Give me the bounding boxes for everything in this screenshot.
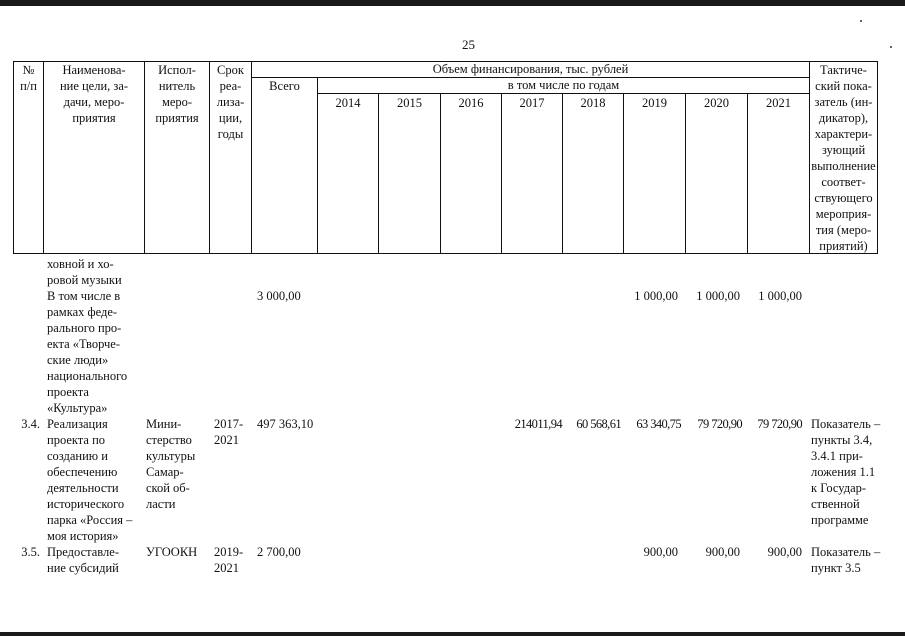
- row-value-2019: 900,00: [643, 545, 678, 559]
- header-num: № п/п: [20, 63, 37, 93]
- header-year-2020: 2020: [704, 96, 729, 110]
- row-name: ховной и хо- ровой музыки В том числе в рамках феде- рального про- екта «Творче- ские люди» национального проекта «Культура»: [47, 257, 128, 415]
- header-year-2017: 2017: [519, 96, 545, 110]
- row-period: 2019- 2021: [214, 545, 244, 575]
- row-value-2020: 79 720,90: [697, 417, 742, 431]
- row-value-2021: 1 000,00: [758, 289, 802, 303]
- row-name: Предоставле- ние субсидий: [47, 545, 119, 575]
- row-value-2021: 79 720,90: [757, 417, 802, 431]
- row-value-2019: 63 340,75: [636, 417, 681, 431]
- row-period: 2017- 2021: [214, 417, 244, 447]
- row-total: 2 700,00: [257, 545, 301, 559]
- row-total: 3 000,00: [257, 289, 301, 303]
- table-header: [13, 61, 878, 254]
- header-period: Срок реа- лиза- ции, годы: [216, 63, 245, 141]
- row-value-2021: 900,00: [767, 545, 802, 559]
- row-num: 3.5.: [21, 545, 40, 559]
- scan-speck: [890, 46, 892, 48]
- page-bottom-border: [0, 632, 905, 636]
- row-value-2018: 60 568,61: [576, 417, 621, 431]
- header-year-2018: 2018: [580, 96, 606, 110]
- scan-speck: [860, 20, 862, 22]
- row-indicator: Показатель – пункты 3.4, 3.4.1 при- ложения 1.1 к Государ- ственной программе: [811, 417, 881, 527]
- row-indicator: Показатель – пункт 3.5: [811, 545, 881, 575]
- header-executor: Испол- нитель меро- приятия: [155, 63, 199, 125]
- header-year-2019: 2019: [642, 96, 667, 110]
- row-value-2017: 214011,94: [514, 417, 562, 431]
- header-by-years: в том числе по годам: [507, 78, 620, 92]
- header-funding-title: Объем финансирования, тыс. рублей: [432, 62, 629, 76]
- row-executor: Мини- стерство культуры Самар- ской об- ласти: [146, 417, 196, 511]
- page-number: 25: [462, 37, 475, 52]
- row-value-2020: 1 000,00: [696, 289, 740, 303]
- row-value-2020: 900,00: [705, 545, 740, 559]
- header-indicator: Тактиче- ский пока- затель (ин- дикатор), характери- зующий выполнение соответ- ствующего мероприя- тия (меро- приятий): [811, 63, 876, 253]
- row-name: Реализация проекта по созданию и обеспечению деятельности исторического парка «Россия – моя история»: [47, 417, 133, 543]
- header-name: Наименова- ние цели, за- дачи, меро- приятия: [59, 63, 129, 125]
- row-executor: УГООКН: [146, 545, 198, 559]
- header-total: Всего: [269, 79, 300, 93]
- header-year-2015: 2015: [397, 96, 422, 110]
- page-top-border: [0, 0, 905, 6]
- row-total: 497 363,10: [257, 417, 314, 431]
- header-year-2016: 2016: [458, 96, 484, 110]
- row-num: 3.4.: [21, 417, 40, 431]
- header-year-2021: 2021: [766, 96, 791, 110]
- header-year-2014: 2014: [335, 96, 361, 110]
- row-value-2019: 1 000,00: [634, 289, 678, 303]
